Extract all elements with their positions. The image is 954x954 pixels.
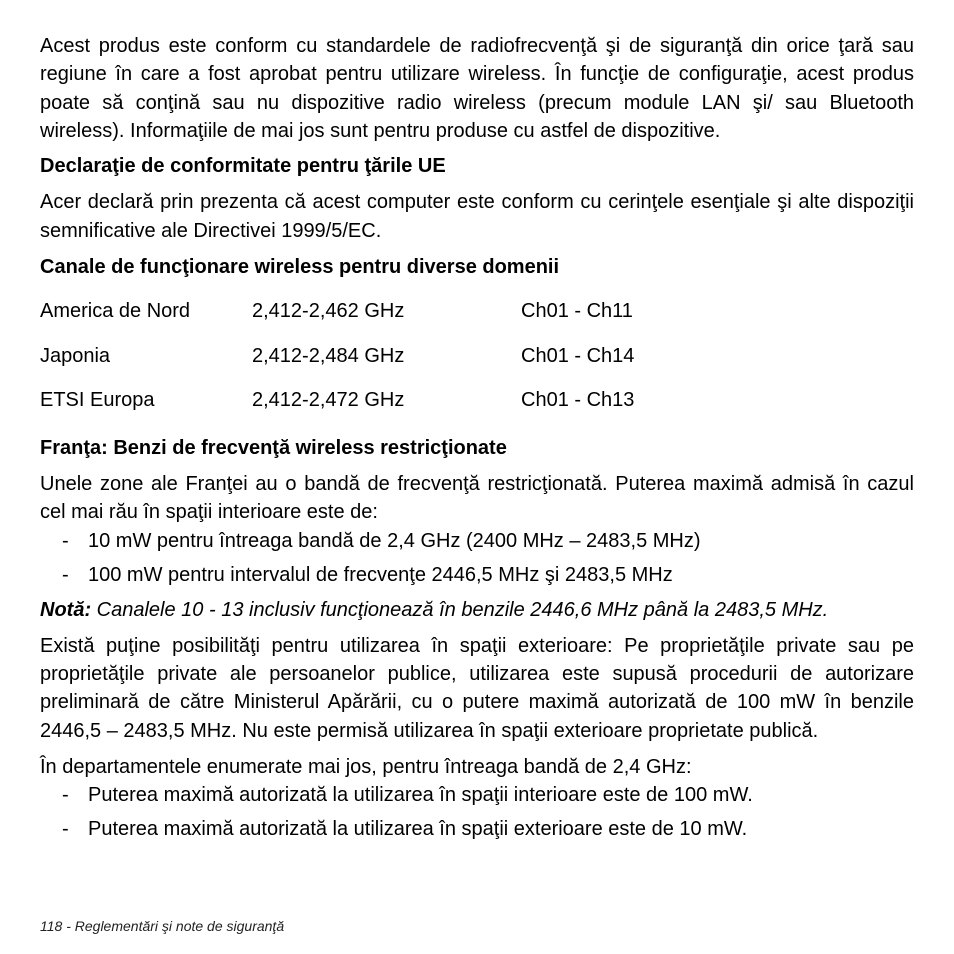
list-item-text: 10 mW pentru întreaga bandă de 2,4 GHz (2400 MHz – 2483,5 MHz) bbox=[88, 529, 701, 552]
frequency-cell: 2,412-2,472 GHz bbox=[252, 389, 405, 412]
page-footer: 118 - Reglementări şi note de siguranţă bbox=[40, 918, 285, 934]
dash-marker: - bbox=[62, 784, 69, 807]
frequency-cell: 2,412-2,462 GHz bbox=[252, 300, 405, 323]
table-row bbox=[40, 342, 914, 387]
intro-paragraph: Acest produs este conform cu standardele de radiofrecvenţă şi de siguranţă din orice ţară sau regiune în care a fost aprobat pentru utilizare wireless. În funcţie de configuraţie, acest produs poate să conţină sau nu dispozitive radio wireless (precum module LAN şi/ sau Bluetooth wireless). Informaţiile de mai jos sunt pentru produse cu astfel de dispozitive. bbox=[40, 35, 914, 142]
wireless-channels-heading: Canale de funcţionare wireless pentru diverse domenii bbox=[40, 256, 560, 279]
france-heading: Franţa: Benzi de frecvenţă wireless restricţionate bbox=[40, 436, 507, 459]
table-row bbox=[40, 297, 914, 342]
channels-cell: Ch01 - Ch11 bbox=[521, 300, 633, 323]
dash-marker: - bbox=[62, 564, 69, 587]
note-text: Canalele 10 - 13 inclusiv funcţionează în benzile 2446,6 MHz până la 2483,5 MHz. bbox=[96, 599, 829, 622]
departments-text: În departamentele enumerate mai jos, pentru întreaga bandă de 2,4 GHz: bbox=[40, 755, 692, 778]
dash-marker: - bbox=[62, 818, 69, 841]
note-paragraph bbox=[40, 596, 914, 624]
list-item bbox=[40, 561, 914, 589]
list-item bbox=[40, 527, 914, 555]
list-item bbox=[40, 815, 914, 843]
note-label: Notă: bbox=[40, 599, 92, 622]
channels-cell: Ch01 - Ch13 bbox=[521, 389, 635, 412]
region-cell: Japonia bbox=[40, 344, 111, 367]
eu-declaration-heading: Declaraţie de conformitate pentru ţările UE bbox=[40, 155, 446, 178]
list-item-text: 100 mW pentru intervalul de frecvenţe 2446,5 MHz şi 2483,5 MHz bbox=[88, 564, 673, 587]
page-content bbox=[40, 32, 914, 844]
france-bullet-list bbox=[40, 527, 914, 590]
channels-cell: Ch01 - Ch14 bbox=[521, 344, 635, 367]
france-restriction-text: Unele zone ale Franţei au o bandă de frecvenţă restricţionată. Puterea maximă admisă în cazul cel mai rău în spaţii interioare este de: bbox=[40, 473, 914, 524]
region-cell: ETSI Europa bbox=[40, 389, 155, 412]
list-item bbox=[40, 781, 914, 809]
list-item-text: Puterea maximă autorizată la utilizarea în spaţii interioare este de 100 mW. bbox=[88, 784, 753, 807]
eu-declaration-text: Acer declară prin prezenta că acest computer este conform cu cerinţele esenţiale şi alte dispoziţii semnificative ale Directivei 1999/5/EC. bbox=[40, 191, 914, 242]
channels-table bbox=[40, 297, 914, 431]
list-item-text: Puterea maximă autorizată la utilizarea în spaţii exterioare este de 10 mW. bbox=[88, 818, 748, 841]
departments-bullet-list bbox=[40, 781, 914, 844]
frequency-cell: 2,412-2,484 GHz bbox=[252, 344, 405, 367]
table-row bbox=[40, 386, 914, 431]
outdoor-usage-text: Există puţine posibilităţi pentru utilizarea în spaţii exterioare: Pe proprietăţile private sau pe proprietăţile private ale persoanelor publice, utilizarea este supusă procedurii de autorizare preliminară de către Ministerul Apărării, cu o putere maximă autorizată de 100 mW în benzile 2446,5 – 2483,5 MHz. Nu este permisă utilizarea în spaţii exterioare proprietate publică. bbox=[40, 634, 914, 742]
region-cell: America de Nord bbox=[40, 300, 191, 323]
dash-marker: - bbox=[62, 529, 69, 552]
